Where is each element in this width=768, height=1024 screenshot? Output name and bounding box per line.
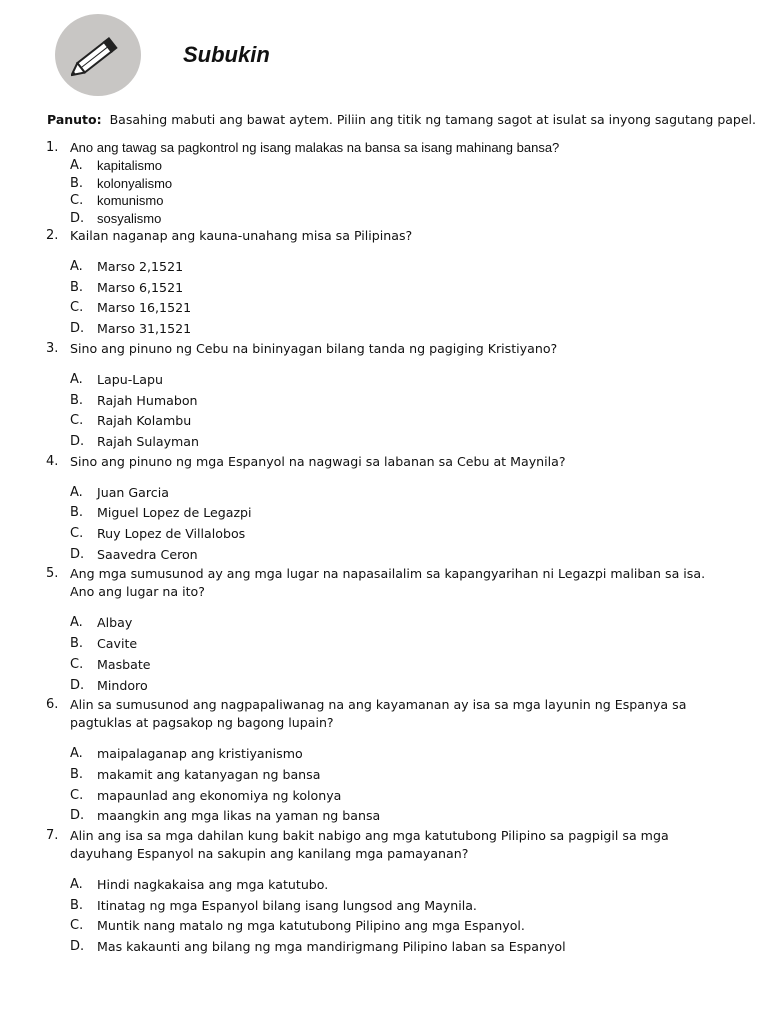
option-item [70,298,726,319]
option-letter: C. [70,300,84,316]
option-letter: C. [70,656,84,672]
option-text: Cavite [97,636,138,652]
question-number: 7. [46,828,59,844]
option-letter: C. [70,918,84,934]
option-item [70,278,726,299]
page-header [55,14,355,98]
question-number: 6. [46,697,59,713]
option-list [70,744,726,827]
question-text: Sino ang pinuno ng mga Espanyol na nagwagi sa labanan sa Cebu at Maynila? [70,453,566,469]
option-text: Marso 31,1521 [97,321,192,337]
option-letter: B. [70,392,84,408]
option-item [70,786,726,807]
option-text: makamit ang katanyagan ng bansa [97,766,321,782]
option-letter: D. [70,210,85,226]
question-item [46,340,726,453]
option-text: Lapu-Lapu [97,371,163,387]
page-title: Subukin [183,42,270,67]
option-letter: A. [70,371,83,387]
option-item [70,210,726,228]
option-text: Juan Garcia [97,484,169,500]
option-item [70,391,726,412]
option-letter: B. [70,897,84,913]
option-letter: C. [70,526,84,542]
option-list [70,257,726,340]
option-text: Mas kakaunti ang bilang ng mga mandirigmang Pilipino laban sa Espanyol [97,939,566,955]
instructions-text: Basahing mabuti ang bawat aytem. Piliin ang titik ng tamang sagot at isulat sa inyong sagutang papel. [109,112,757,127]
option-item [70,634,726,655]
option-letter: B. [70,279,84,295]
option-item [70,503,726,524]
option-letter: A. [70,259,83,274]
option-item [70,319,726,340]
option-text: Mindoro [97,677,148,693]
question-text: Alin ang isa sa mga dahilan kung bakit nabigo ang mga katutubong Pilipino sa pagpigil sa mga dayuhang Espanyol na sakupin ang kanilang mga pamayanan? [70,828,669,862]
option-text: Rajah Humabon [97,392,198,408]
option-item [70,192,726,210]
option-text: Saavedra Ceron [97,546,198,562]
question-text: Alin sa sumusunod ang nagpapaliwanag na ang kayamanan ay isa sa mga layunin ng Espanya sa pagtuklas at pagsakop ng bagong lupain? [70,697,687,731]
option-item [70,175,726,193]
option-item [70,411,726,432]
option-text: Muntik nang matalo ng mga katutubong Pilipino ang mga Espanyol. [97,918,525,934]
option-text: sosyalismo [97,210,162,226]
question-item [46,227,726,340]
question-item [46,139,726,227]
option-letter: B. [70,505,84,521]
option-text: komunismo [97,193,164,208]
option-item [70,157,726,175]
question-number: 5. [46,566,59,582]
option-item [70,524,726,545]
option-text: Ruy Lopez de Villalobos [97,526,246,542]
option-letter: B. [70,175,84,191]
question-number: 2. [46,228,59,243]
option-list [70,370,726,453]
option-item [70,916,726,937]
option-letter: D. [70,808,85,824]
option-letter: A. [70,746,83,762]
option-list [70,613,726,696]
option-letter: D. [70,677,85,693]
instructions-label: Panuto: [47,112,102,127]
option-text: Itinatag ng mga Espanyol bilang isang lungsod ang Maynila. [97,897,477,913]
option-letter: B. [70,636,84,652]
option-text: kapitalismo [97,158,163,173]
option-text: Marso 16,1521 [97,300,192,316]
question-text: Ano ang tawag sa pagkontrol ng isang malakas na bansa sa isang mahinang bansa? [70,140,560,155]
question-number: 3. [46,340,59,356]
question-list [46,139,726,958]
pencil-logo [55,14,141,96]
question-number: 4. [46,453,59,469]
question-text: Ang mga sumusunod ay ang mga lugar na napasailalim sa kapangyarihan ni Legazpi maliban sa isa. Ano ang lugar na ito? [70,566,706,600]
option-text: Miguel Lopez de Legazpi [97,505,252,521]
option-list [70,483,726,566]
option-letter: A. [70,158,83,173]
option-letter: A. [70,615,83,631]
option-item [70,613,726,634]
option-item [70,257,726,278]
option-item [70,765,726,786]
option-letter: D. [70,433,85,449]
question-item [46,453,726,566]
question-item [46,565,726,696]
option-text: Marso 2,1521 [97,259,184,274]
question-text: Kailan naganap ang kauna-unahang misa sa Pilipinas? [70,228,413,243]
option-letter: D. [70,321,85,337]
option-item [70,432,726,453]
question-item [46,696,726,827]
option-text: maangkin ang mga likas na yaman ng bansa [97,808,381,824]
option-letter: A. [70,877,83,893]
option-item [70,806,726,827]
option-text: maipalaganap ang kristiyanismo [97,746,303,762]
option-letter: B. [70,766,84,782]
option-letter: C. [70,787,84,803]
option-item [70,676,726,697]
option-item [70,937,726,958]
option-text: mapaunlad ang ekonomiya ng kolonya [97,787,342,803]
option-letter: D. [70,939,85,955]
option-item [70,370,726,391]
option-item [70,896,726,917]
question-item [46,827,726,958]
option-letter: C. [70,413,84,429]
option-text: Rajah Sulayman [97,433,200,449]
option-item [70,875,726,896]
option-text: kolonyalismo [97,175,173,191]
option-item [70,545,726,566]
option-text: Masbate [97,656,151,672]
option-item [70,655,726,676]
option-letter: A. [70,484,83,500]
option-list [70,157,726,227]
option-list [70,875,726,958]
question-number: 1. [46,140,59,155]
option-letter: C. [70,193,84,208]
option-text: Albay [97,615,133,631]
question-text: Sino ang pinuno ng Cebu na bininyagan bilang tanda ng pagiging Kristiyano? [70,340,558,356]
option-text: Rajah Kolambu [97,413,192,429]
option-text: Hindi nagkakaisa ang mga katutubo. [97,877,329,893]
instructions [47,112,757,127]
option-item [70,483,726,504]
option-letter: D. [70,546,85,562]
option-text: Marso 6,1521 [97,279,184,295]
pencil-icon [71,28,127,82]
option-item [70,744,726,765]
